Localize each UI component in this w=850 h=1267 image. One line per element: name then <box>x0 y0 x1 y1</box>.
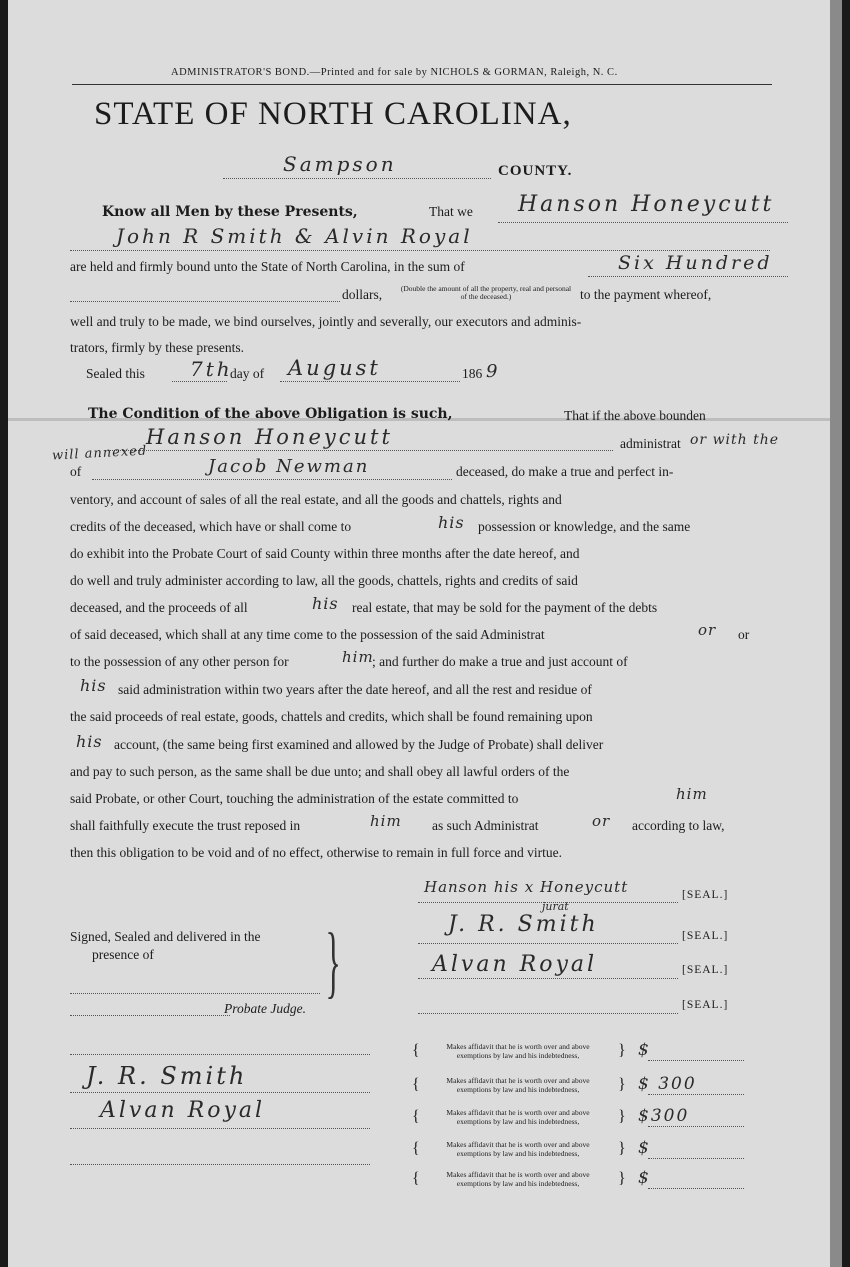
condition-line-11: and pay to such person, as the same shall be due unto; and shall obey all lawful orders of the <box>70 764 570 779</box>
witness-line-c <box>70 1128 370 1129</box>
condition-line-5b: real estate, that may be sold for the payment of the debts <box>352 600 658 615</box>
condition-line-2a: credits of the deceased, which have or shall come to <box>70 519 352 534</box>
affidavit-text: Makes affidavit that he is worth over and above exemptions by law and his indebtedness, <box>446 1108 590 1126</box>
affidavit-brace-open: { <box>412 1108 420 1125</box>
affidavit-brace-close: } <box>618 1140 626 1157</box>
condition-heading: The Condition of the above Obligation is such, <box>88 406 453 422</box>
signature-line-3 <box>418 978 678 979</box>
dollars-line <box>70 301 340 302</box>
witness-smith: J. R. Smith <box>86 1062 248 1090</box>
deceased-line <box>92 479 452 480</box>
bond-line-trators: trators, firmly by these presents. <box>70 340 244 355</box>
condition-line-7a: to the possession of any other person for <box>70 654 289 669</box>
affidavit-brace-open: { <box>412 1170 420 1187</box>
bond-document <box>8 0 830 1267</box>
affidavit-amount-line <box>648 1060 744 1061</box>
affidavit-brace-open: { <box>412 1140 420 1157</box>
him-handwritten-2: him <box>676 785 708 803</box>
affidavit-amount-line <box>648 1188 744 1189</box>
affidavit-amount: $ <box>638 1138 651 1158</box>
principal-line <box>498 222 788 223</box>
condition-line-14: then this obligation to be void and of no effect, otherwise to remain in full force and virtue. <box>70 845 562 860</box>
payment-whereof: to the payment whereof, <box>580 287 712 302</box>
sum-line <box>588 276 788 277</box>
condition-line-4: do well and truly administer according to law, all the goods, chattels, rights and credits of said <box>70 573 578 588</box>
sealed-day-handwritten: 7th <box>190 357 233 381</box>
his-handwritten-2: his <box>312 594 339 613</box>
county-line <box>223 178 491 179</box>
signed-sealed-text: Signed, Sealed and delivered in the <box>70 929 261 944</box>
that-we: That we <box>429 204 473 219</box>
affidavit-brace-close: } <box>618 1076 626 1093</box>
affidavit-amount: $300 <box>638 1106 690 1126</box>
condition-line-8: said administration within two years after the date hereof, and all the rest and residue of <box>118 682 592 697</box>
bounden-name-handwritten: Hanson Honeycutt <box>146 425 393 449</box>
probate-judge-label: Probate Judge. <box>224 1001 306 1016</box>
affidavit-brace-open: { <box>412 1076 420 1093</box>
seal-1: [SEAL.] <box>682 889 729 901</box>
condition-line-5a: deceased, and the proceeds of all <box>70 600 248 615</box>
county-label: COUNTY. <box>498 163 573 179</box>
held-bound-text: are held and firmly bound unto the State of North Carolina, in the sum of <box>70 259 465 274</box>
seal-3: [SEAL.] <box>682 964 729 976</box>
his-handwritten-1: his <box>438 513 465 532</box>
principal-name-handwritten: Hanson Honeycutt <box>518 192 775 217</box>
affidavit-row <box>412 1106 752 1134</box>
deceased-text: deceased, do make a true and perfect in- <box>456 464 674 479</box>
condition-line-3: do exhibit into the Probate Court of said County within three months after the date hereof, and <box>70 546 580 561</box>
witness-royal: Alvan Royal <box>100 1098 266 1123</box>
affidavit-row <box>412 1168 752 1196</box>
day-of: day of <box>230 366 265 381</box>
affidavit-row <box>412 1138 752 1166</box>
sealed-this: Sealed this <box>86 366 145 381</box>
sureties-handwritten: John R Smith & Alvin Royal <box>116 224 473 248</box>
double-amount-note: (Double the amount of all the property, real and personal of the deceased.) <box>400 284 572 301</box>
header-rule <box>72 84 772 85</box>
his-handwritten-4: his <box>76 732 103 751</box>
affidavit-amount-line <box>648 1158 744 1159</box>
witness-line-b <box>70 1092 370 1093</box>
witness-line-1 <box>70 993 320 994</box>
administrat-label: administrat <box>620 436 681 451</box>
witness-line-d <box>70 1164 370 1165</box>
affidavit-amount-line <box>648 1094 744 1095</box>
seal-4: [SEAL.] <box>682 999 729 1011</box>
know-all-men: Know all Men by these Presents, <box>102 204 358 220</box>
him-handwritten-3: him <box>370 812 402 830</box>
signature-smith: J. R. Smith <box>448 912 599 937</box>
affidavit-amount: $ <box>638 1168 651 1188</box>
year-prefix: 186 <box>462 366 483 381</box>
sealed-month-handwritten: August <box>288 356 381 380</box>
condition-line-10: account, (the same being first examined and allowed by the Judge of Probate) shall deliver <box>114 737 604 752</box>
affidavit-text: Makes affidavit that he is worth over and above exemptions by law and his indebtedness, <box>446 1170 590 1188</box>
affidavit-amount-line <box>648 1126 744 1127</box>
condition-line-9: the said proceeds of real estate, goods, chattels and credits, which shall be found remaining upon <box>70 709 593 724</box>
seal-2: [SEAL.] <box>682 930 729 942</box>
affidavit-text: Makes affidavit that he is worth over and above exemptions by law and his indebtedness, <box>446 1042 590 1060</box>
signature-line-4 <box>418 1013 678 1014</box>
witness-line-a <box>70 1054 370 1055</box>
affidavit-brace-close: } <box>618 1042 626 1059</box>
affidavit-text: Makes affidavit that he is worth over and above exemptions by law and his indebtedness, <box>446 1076 590 1094</box>
publisher-line: ADMINISTRATOR'S BOND.—Printed and for sale by NICHOLS & GORMAN, Raleigh, N. C. <box>171 67 618 78</box>
him-handwritten-1: him <box>342 648 374 666</box>
day-line <box>172 381 227 382</box>
affidavit-row <box>412 1074 752 1102</box>
with-the-handwritten: or with the <box>690 432 780 448</box>
condition-line-13a: shall faithfully execute the trust reposed in <box>70 818 301 833</box>
condition-line-7b: ; and further do make a true and just account of <box>372 654 628 669</box>
will-annexed-handwritten: will annexed <box>51 443 148 464</box>
sureties-line <box>70 250 770 251</box>
affidavit-brace-close: } <box>618 1170 626 1187</box>
condition-line-13c: according to law, <box>632 818 725 833</box>
signature-royal: Alvan Royal <box>432 952 598 977</box>
condition-line-2b: possession or knowledge, and the same <box>478 519 691 534</box>
condition-line-12: said Probate, or other Court, touching the administration of the estate committed to <box>70 791 519 806</box>
or-handwritten-2: or <box>698 621 717 639</box>
deceased-name-handwritten: Jacob Newman <box>208 456 370 477</box>
condition-line-1: ventory, and account of sales of all the real estate, and all the goods and chattels, rights and <box>70 492 562 507</box>
condition-line-6b: or <box>738 627 750 642</box>
presence-of-text: presence of <box>92 947 154 962</box>
state-title: STATE OF NORTH CAROLINA, <box>94 96 572 132</box>
or-handwritten-3: or <box>592 812 611 830</box>
year-handwritten: 9 <box>486 361 501 382</box>
condition-line-13b: as such Administrat <box>432 818 539 833</box>
affidavit-amount: $ <box>638 1040 651 1060</box>
signature-honeycutt: Hanson his x Honeycutt <box>424 878 629 896</box>
affidavit-row <box>412 1040 752 1068</box>
his-handwritten-3: his <box>80 676 107 695</box>
affidavit-brace-open: { <box>412 1042 420 1059</box>
county-name-handwritten: Sampson <box>283 152 397 176</box>
affidavit-brace-close: } <box>618 1108 626 1125</box>
bond-sum-handwritten: Six Hundred <box>618 252 773 274</box>
affidavit-text: Makes affidavit that he is worth over and above exemptions by law and his indebtedness, <box>446 1140 590 1158</box>
bond-line-well: well and truly to be made, we bind ourselves, jointly and severally, our executors and adminis- <box>70 314 582 329</box>
bounden-line <box>108 450 613 451</box>
affidavit-amount: $ 300 <box>638 1074 697 1094</box>
witness-brace: } <box>325 918 341 1006</box>
month-line <box>280 381 460 382</box>
of-label: of <box>70 464 82 479</box>
jurat-note: jurat <box>542 900 569 913</box>
signature-line-2 <box>418 943 678 944</box>
if-above-bounden: That if the above bounden <box>564 408 706 423</box>
dollars-label: dollars, <box>342 287 383 302</box>
condition-line-6a: of said deceased, which shall at any time come to the possession of the said Administrat <box>70 627 545 642</box>
probate-judge-line <box>70 1015 230 1016</box>
